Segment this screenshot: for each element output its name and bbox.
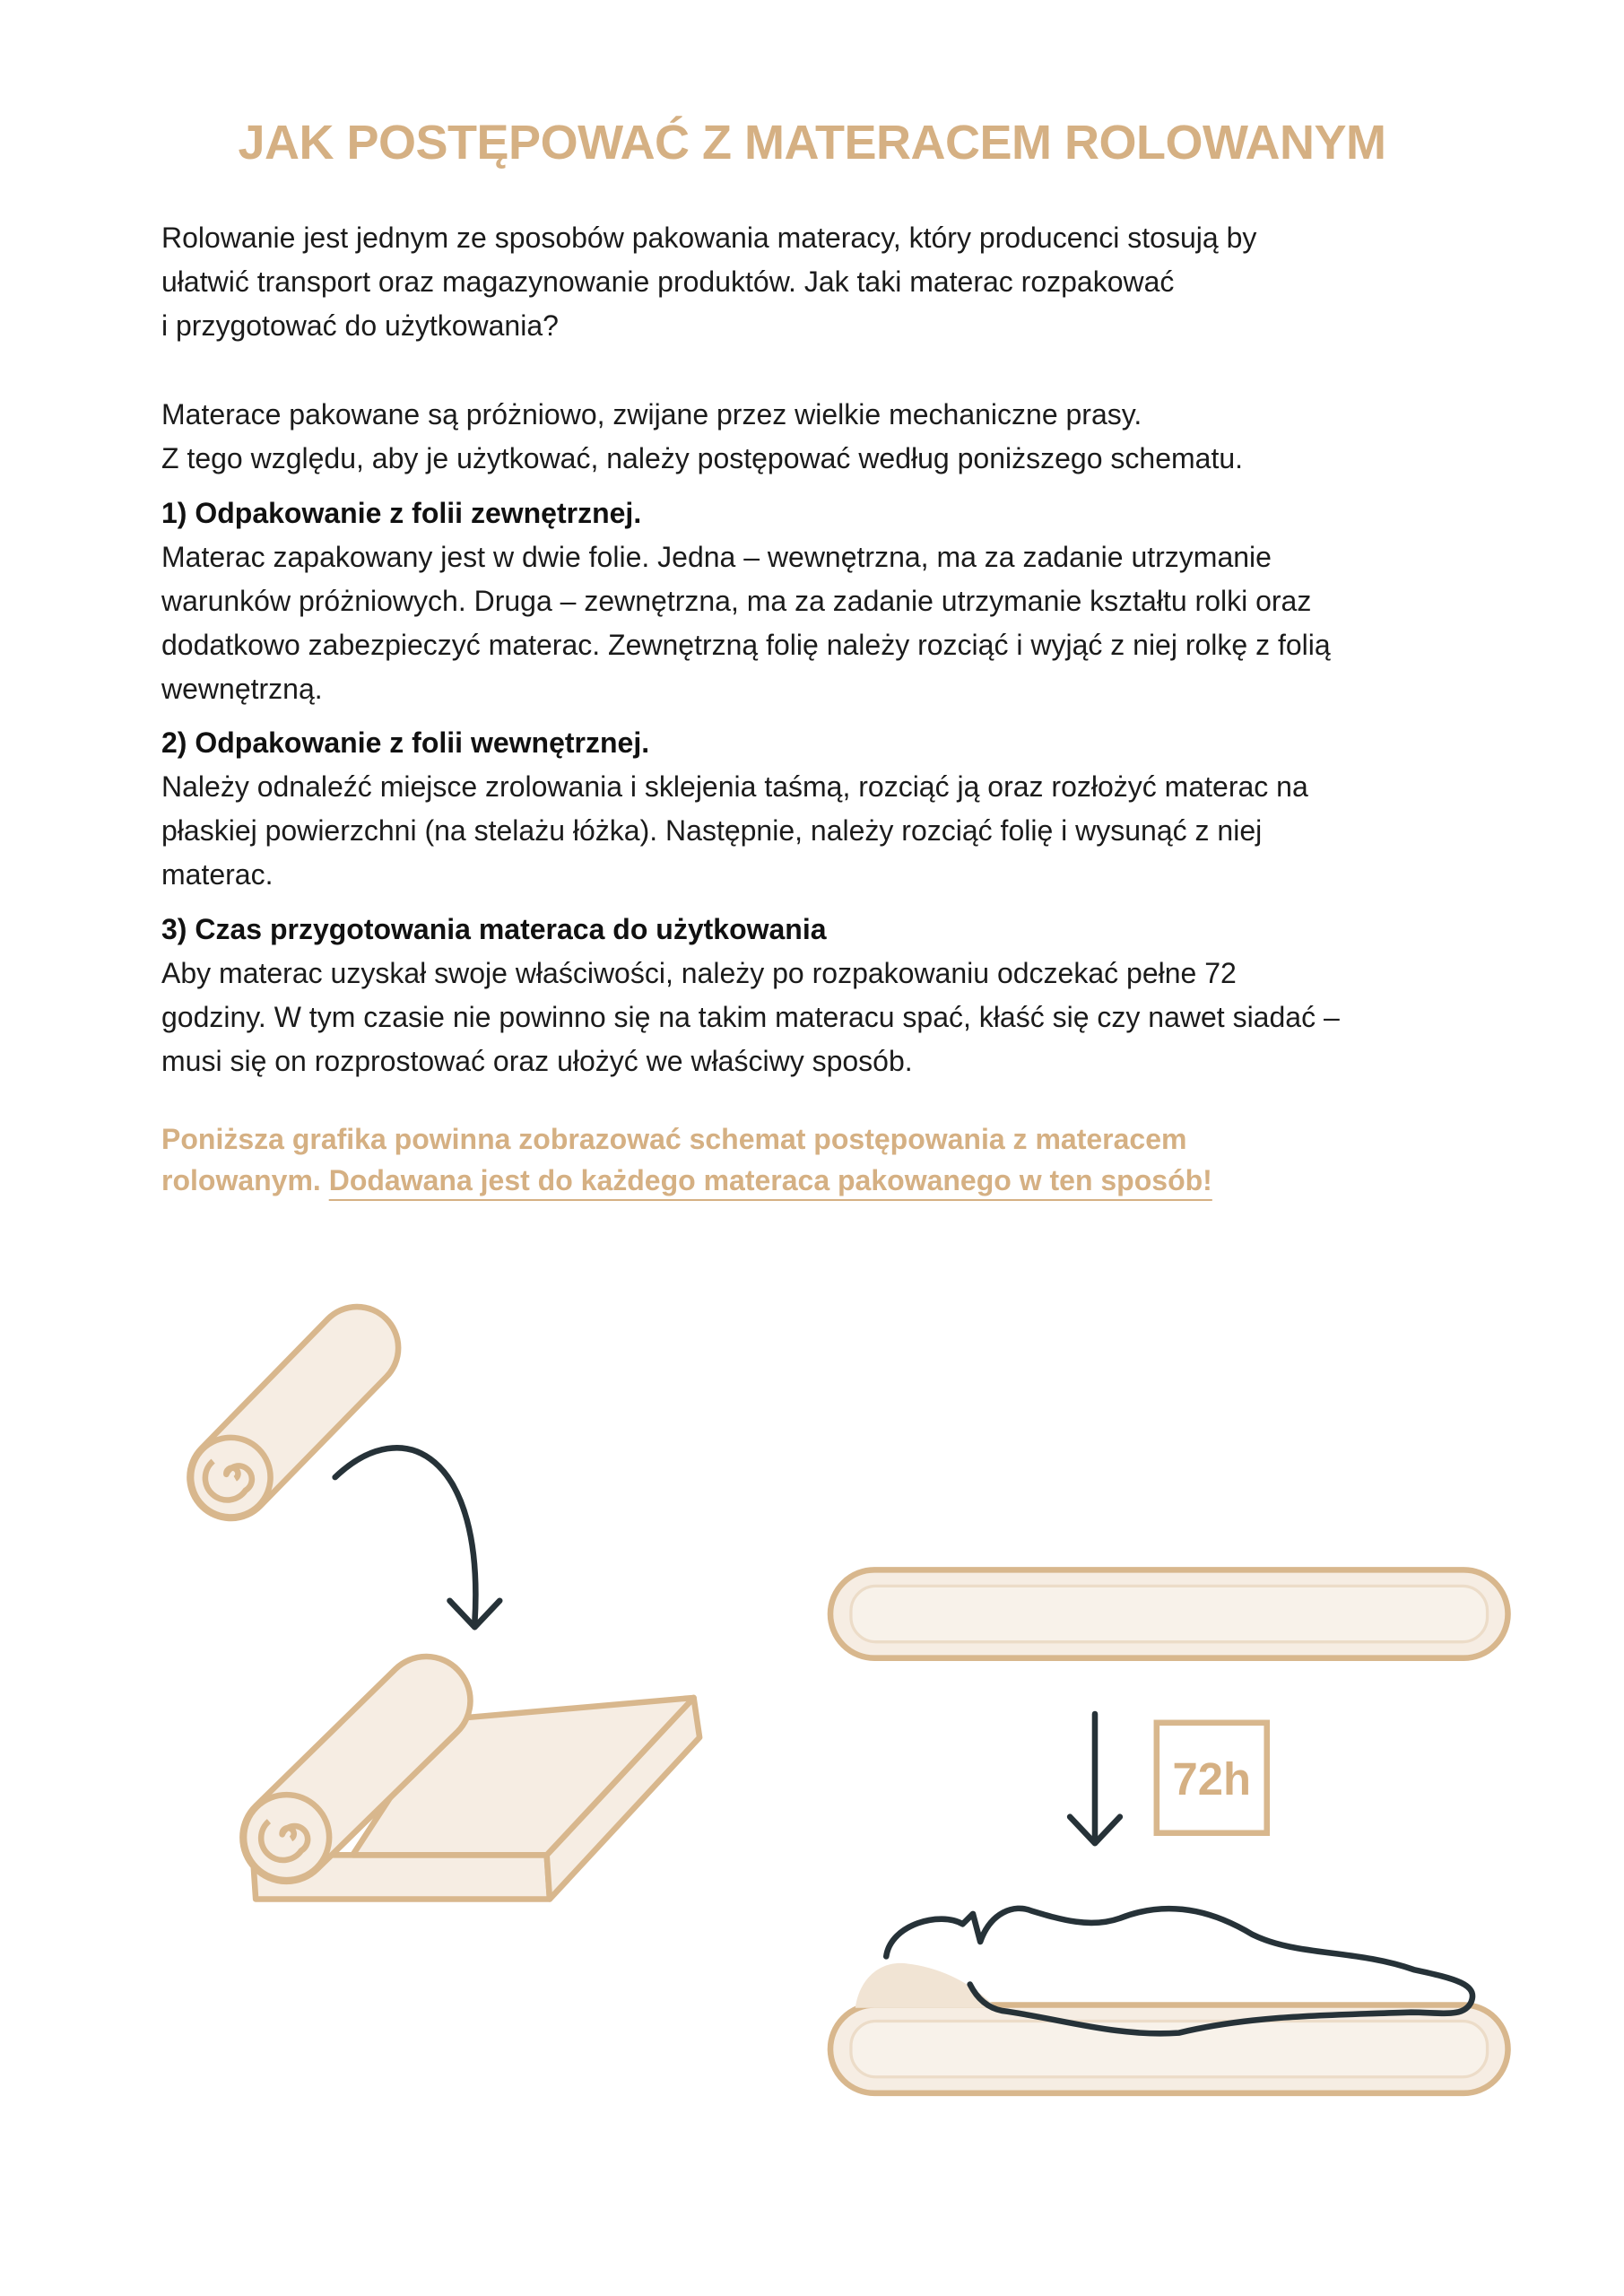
step-2-heading: 2) Odpakowanie z folii wewnętrznej. — [161, 726, 650, 759]
flat-mattress-icon — [830, 1570, 1508, 1657]
context-line: Z tego względu, aby je użytkować, należy postępować według poniższego schematu. — [161, 442, 1244, 474]
step-2-line: płaskiej powierzchni (na stelażu łóżka). Następnie, należy rozciąć folię i wysunąć z niej — [161, 814, 1263, 847]
wait-time-badge — [1157, 1723, 1267, 1833]
mattress-with-sleeper-icon — [830, 1909, 1508, 2093]
intro-line: i przygotować do użytkowania? — [161, 309, 559, 342]
step-2-line: materac. — [161, 858, 274, 891]
context-line: Materace pakowane są próżniowo, zwijane przez wielkie mechaniczne prasy. — [161, 398, 1142, 430]
step-2-line: Należy odnaleźć miejsce zrolowania i sklejenia taśmą, rozciąć ją oraz rozłożyć materac na — [161, 770, 1308, 803]
step-3-line: musi się on rozprostować oraz ułożyć we właściwy sposób. — [161, 1045, 913, 1077]
note-line: Poniższa grafika powinna zobrazować schemat postępowania z materacem — [161, 1123, 1187, 1155]
step-1-line: dodatkowo zabezpieczyć materac. Zewnętrzną folię należy rozciąć i wyjąć z niej rolkę z folią — [161, 629, 1331, 661]
page-title: JAK POSTĘPOWAĆ Z MATERACEM ROLOWANYM — [238, 116, 1386, 170]
wait-time-label: 72h — [1172, 1753, 1252, 1805]
step-3-line: Aby materac uzyskał swoje właściwości, należy po rozpakowaniu odczekać pełne 72 — [161, 957, 1237, 989]
down-arrow-icon — [1070, 1714, 1120, 1843]
rolled-mattress-icon — [172, 1290, 415, 1535]
step-3-line: godziny. W tym czasie nie powinno się na takim materacu spać, kłaść się czy nawet siadać – — [161, 1001, 1340, 1033]
step-1-line: wewnętrzną. — [161, 673, 323, 705]
step-1-line: Materac zapakowany jest w dwie folie. Jedna – wewnętrzna, ma za zadanie utrzymanie — [161, 541, 1272, 573]
step-1-line: warunków próżniowych. Druga – zewnętrzna, ma za zadanie utrzymanie kształtu rolki oraz — [161, 585, 1312, 617]
note-line-start: rolowanym. — [161, 1164, 329, 1196]
intro-line: ułatwić transport oraz magazynowanie produktów. Jak taki materac rozpakować — [161, 265, 1175, 298]
pillow-shape — [855, 1963, 996, 2008]
curved-arrow-icon — [335, 1448, 500, 1627]
step-3-heading: 3) Czas przygotowania materaca do użytkowania — [161, 913, 827, 945]
intro-line: Rolowanie jest jednym ze sposobów pakowania materacy, który producenci stosują by — [161, 222, 1257, 254]
step-1-heading: 1) Odpakowanie z folii zewnętrznej. — [161, 497, 642, 529]
unrolling-mattress-icon — [224, 1639, 699, 1900]
note-underlined-text: Dodawana jest do każdego materaca pakowanego w ten sposób! — [328, 1164, 1212, 1196]
